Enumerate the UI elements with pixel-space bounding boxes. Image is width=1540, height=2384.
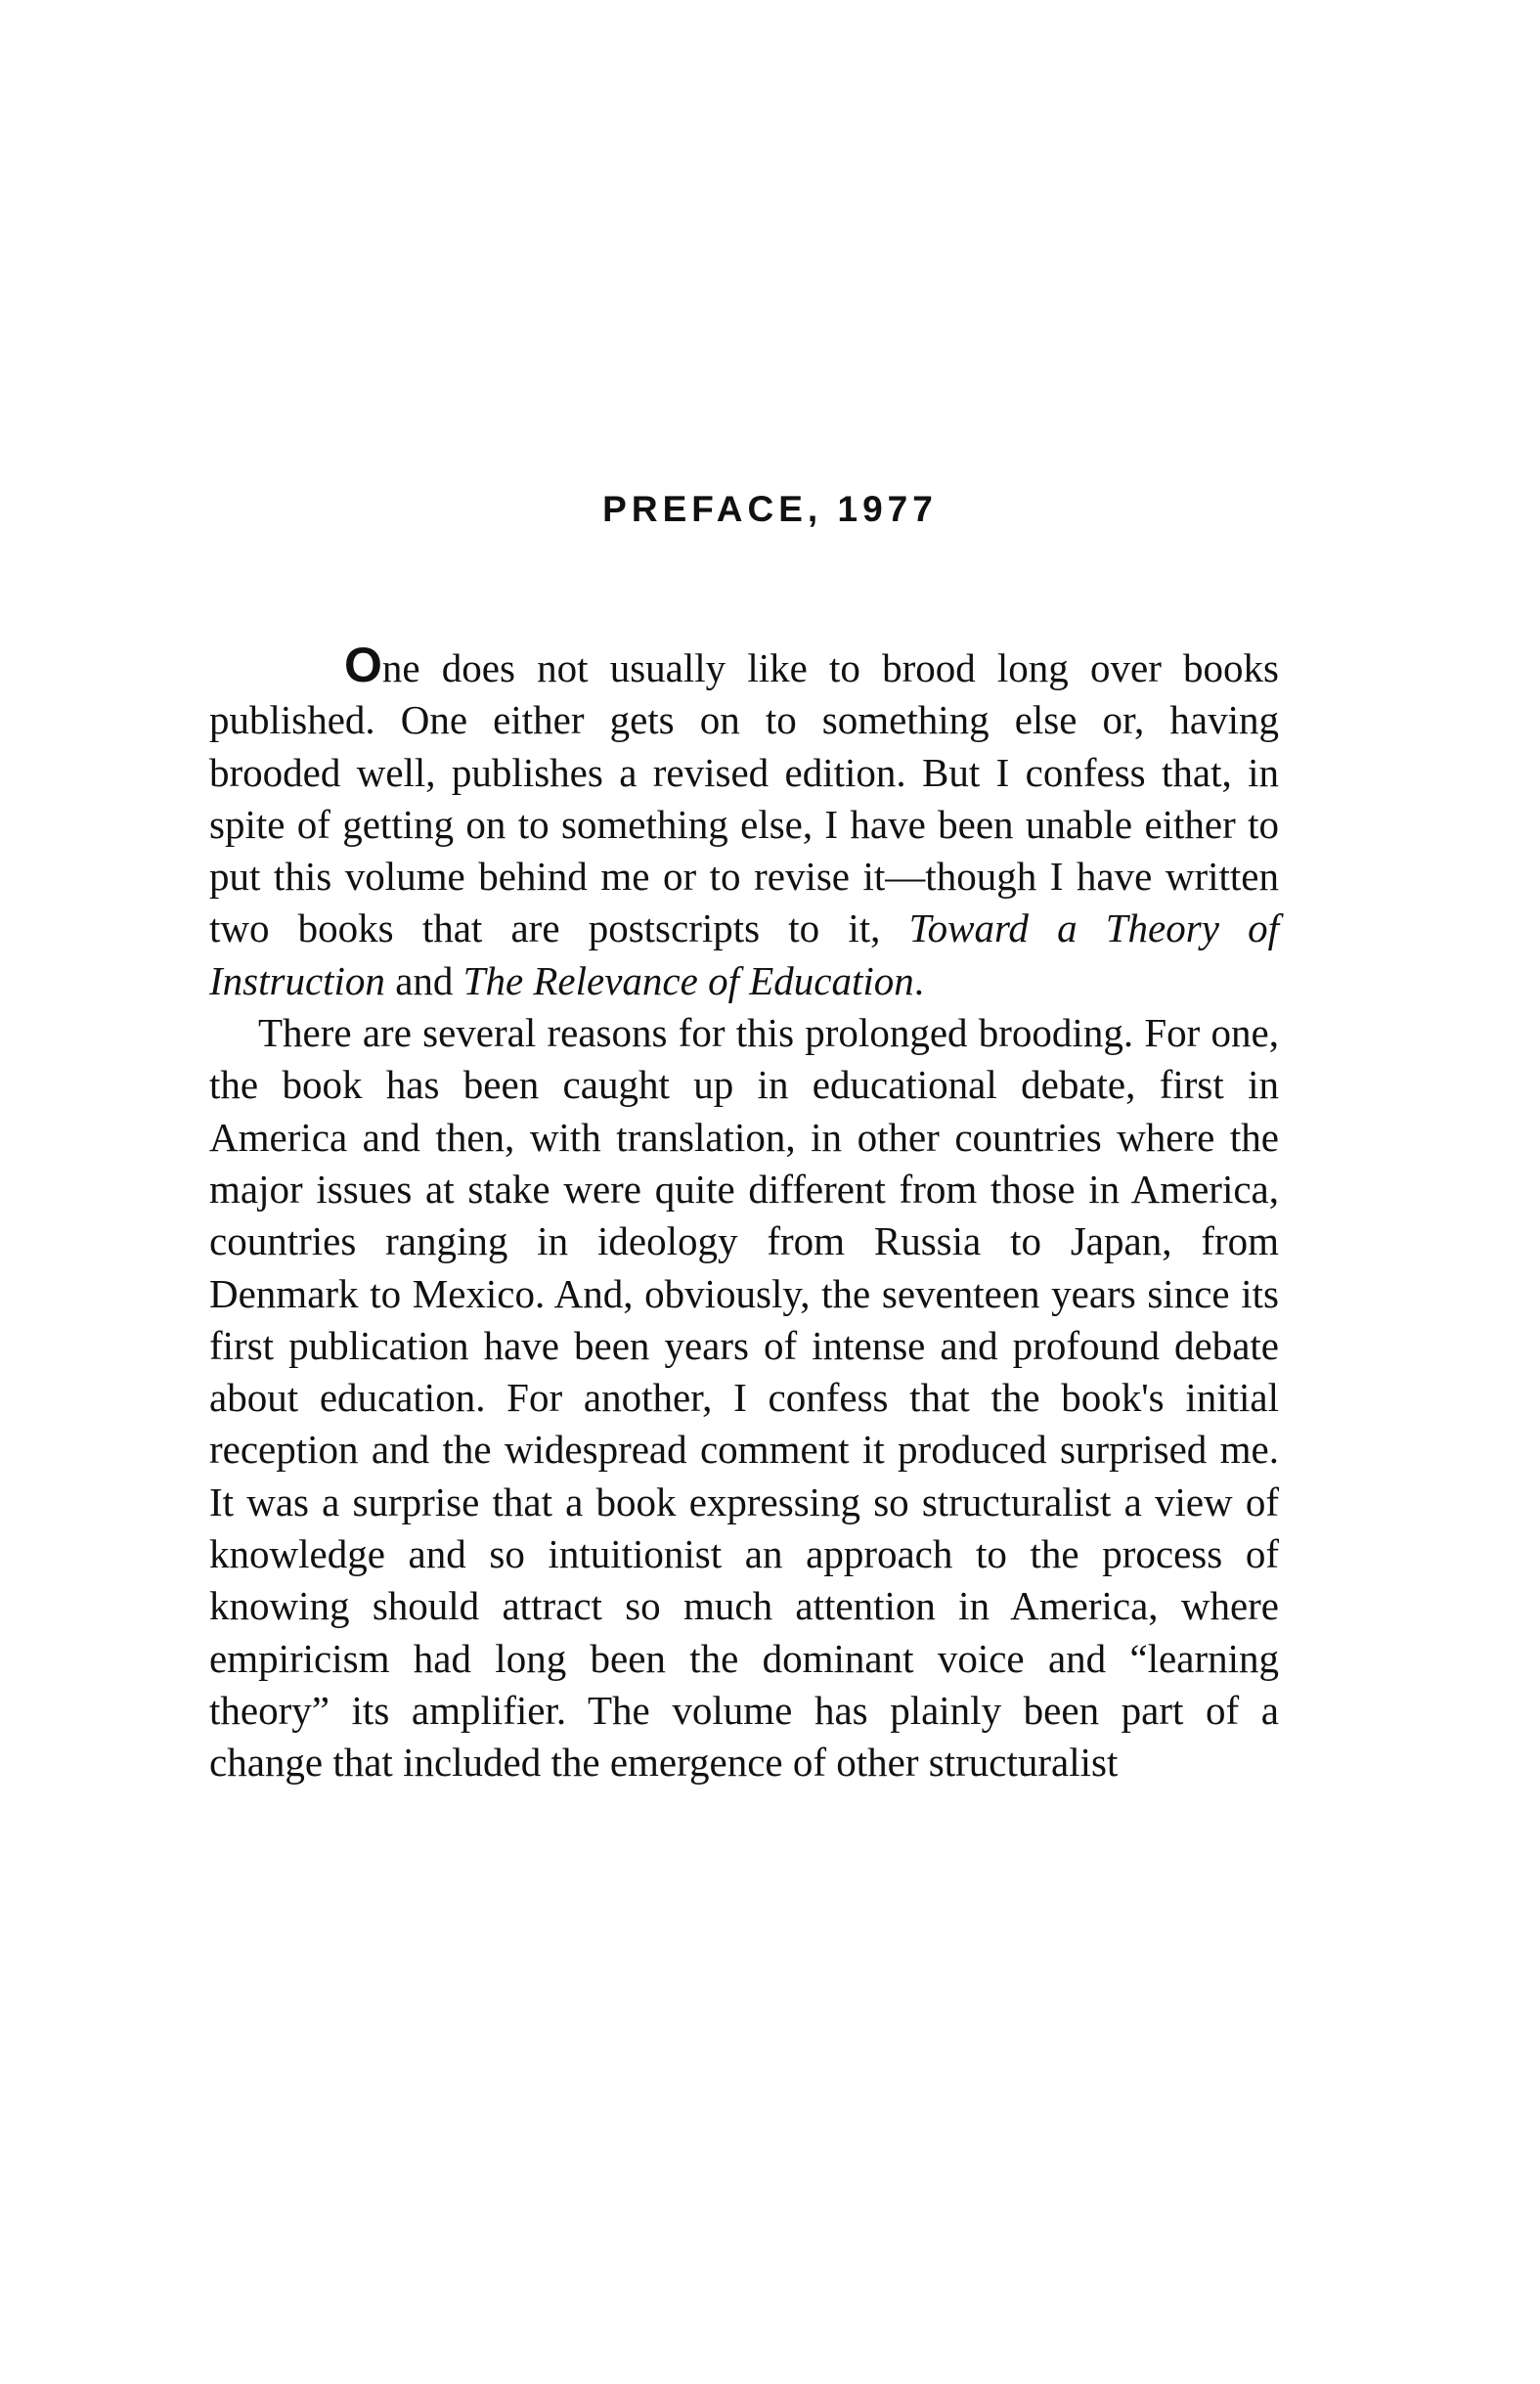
paragraph-1 [209,640,1279,1007]
preface-heading: PREFACE, 1977 [602,489,938,529]
paragraph-1-connector: and [384,957,463,1003]
drop-cap: O [344,638,382,692]
preface-body [209,640,1279,1789]
book-title-toward-a-theory: Toward a Theory of Instruction [209,905,1279,1003]
paragraph-1-end: . [913,957,924,1003]
paragraph-2: There are several reasons for this prolonged brooding. For one, the book has been caught up in educational debate, first in America and then, with translation, in other countries where the major issues at stake were quite different from those in America, countries ranging in ideology from Russia to Japan, from Denmark to Mexico. And, obviously, the seventeen years since its first publication have been years of intense and profound debate about education. For another, I confess that the book's initial reception and the widespread comment it produced surprised me. It was a surprise that a book expressing so structuralist a view of knowledge and so intuitionist an approach to the process of knowing should attract so much attention in America, where empiricism had long been the dominant voice and “learning theory” its amplifier. The volume has plainly been part of a change that included the emergence of other structuralist [209,1010,1279,1786]
book-title-relevance-of-education: The Relevance of Education [462,957,914,1003]
paragraph-1-lead: ne does not usually like to brood long over books published. One either gets on to something else or, having brooded well, publishes a revised edition. But I confess that, in spite of getting on to something else, I have been unable either to put this volume behind me or to revise it—though I have written two books that are postscripts to it, [209,645,1279,951]
